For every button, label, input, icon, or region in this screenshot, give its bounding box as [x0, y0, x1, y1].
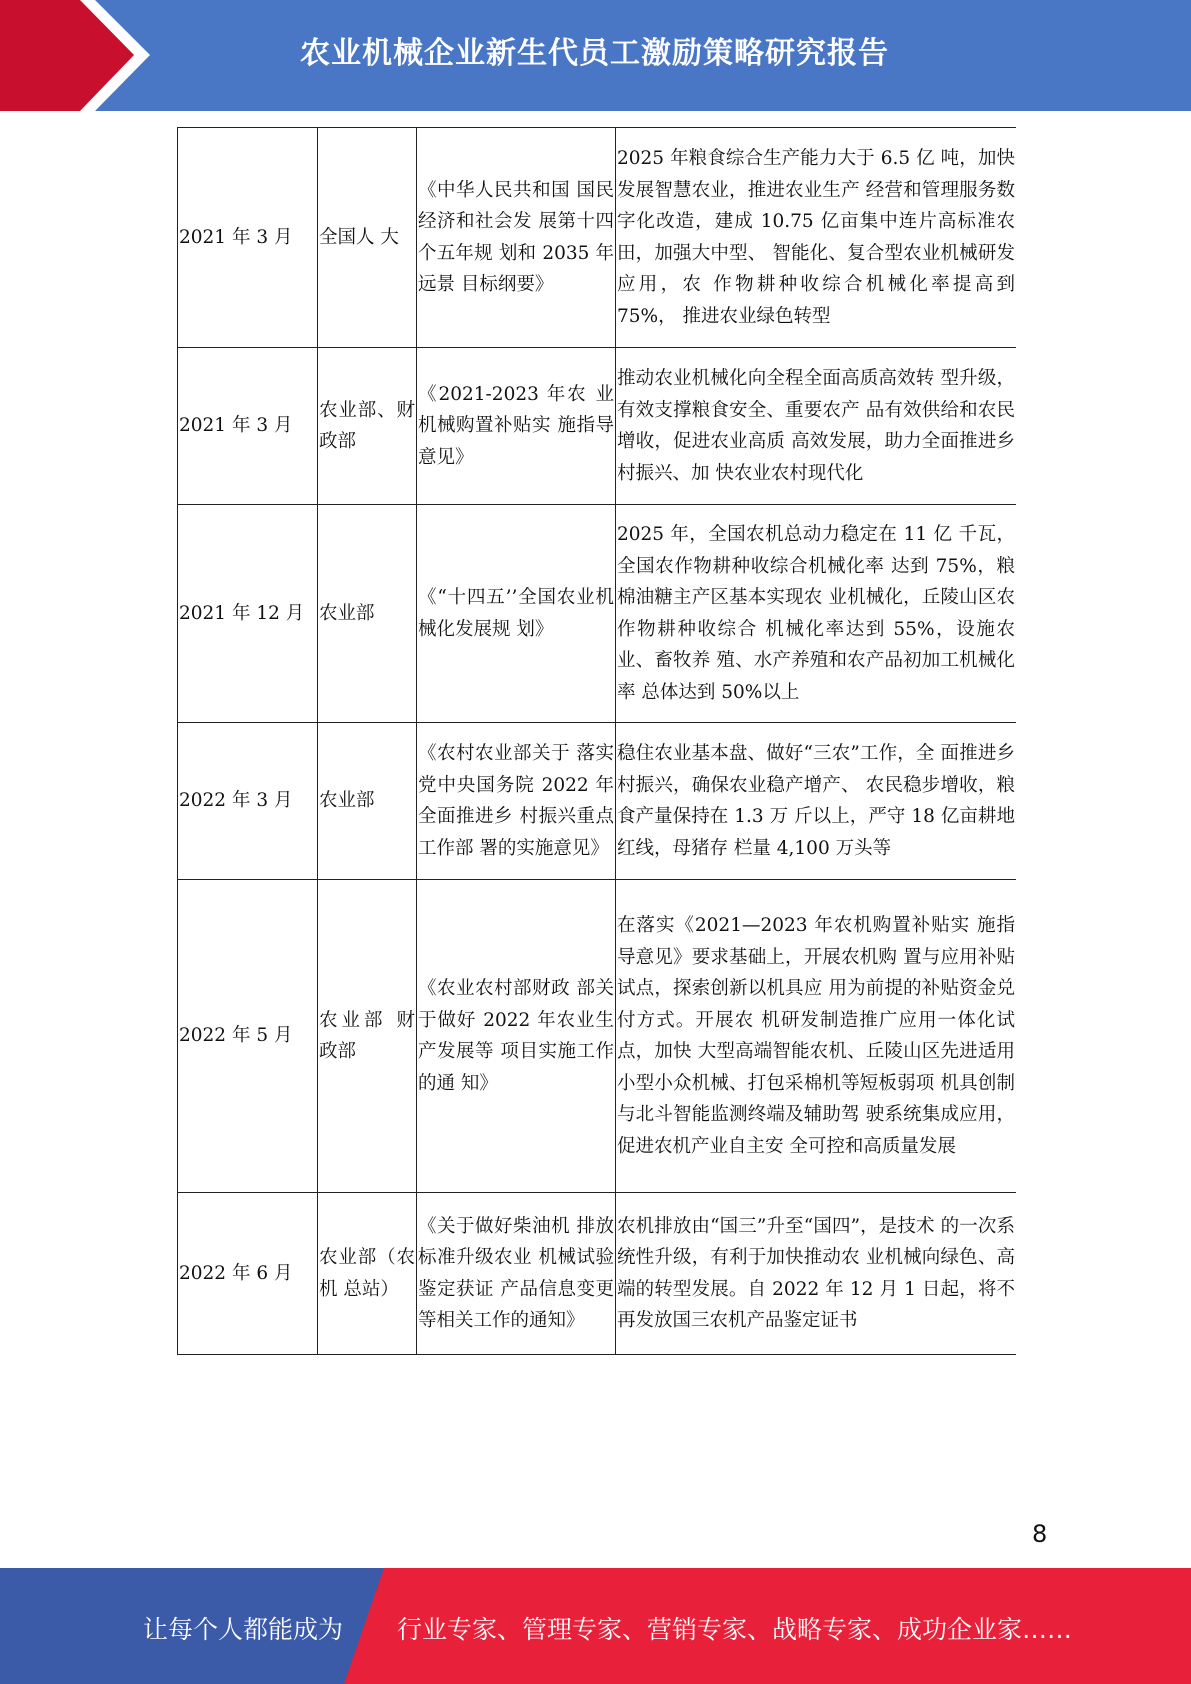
page-number: 8 — [1032, 1520, 1048, 1548]
cell-date: 2021 年 3 月 — [178, 348, 318, 505]
page-header — [0, 0, 1191, 111]
cell-description: 2025 年，全国农机总动力稳定在 11 亿 千瓦，全国农作物耕种收综合机械化率 达到 75%，粮棉油糖主产区基本实现农 业机械化，丘陵山区农作物耕种收综合 机械化率达到 55%，设施农业、畜牧养 殖、水产养殖和农产品初加工机械化率 总体达到 50%以上 — [616, 505, 1017, 723]
cell-description: 稳住农业基本盘、做好“三农”工作，全 面推进乡村振兴，确保农业稳产增产、 农民稳步增收，粮食产量保持在 1.3 万 斤以上，严守 18 亿亩耕地红线，母猪存 栏量 4,100 万头等 — [616, 723, 1017, 880]
cell-department: 农业部 财政部 — [318, 880, 417, 1193]
cell-date: 2022 年 5 月 — [178, 880, 318, 1193]
cell-date: 2021 年 12 月 — [178, 505, 318, 723]
cell-department: 农业部、财政部 — [318, 348, 417, 505]
cell-department: 农业部 — [318, 505, 417, 723]
cell-department: 农业部 — [318, 723, 417, 880]
cell-description: 推动农业机械化向全程全面高质高效转 型升级，有效支撑粮食安全、重要农产 品有效供给和农民增收，促进农业高质 高效发展，助力全面推进乡村振兴、加 快农业农村现代化 — [616, 348, 1017, 505]
policy-table — [177, 127, 1016, 1355]
footer-slogan-right: 行业专家、管理专家、营销专家、战略专家、成功企业家…… — [397, 1615, 1073, 1644]
footer-slogan-left: 让每个人都能成为 — [143, 1615, 344, 1644]
cell-document: 《“十四五’’全国农业机械化发展规 划》 — [417, 505, 616, 723]
cell-description: 在落实《2021—2023 年农机购置补贴实 施指导意见》要求基础上，开展农机购 置与应用补贴试点，探索创新以机具应 用为前提的补贴资金兑付方式。开展农 机研发制造推广应用一体化试点，加快 大型高端智能农机、丘陵山区先进适用 小型小众机械、打包采棉机等短板弱项 机具创制与北斗智能监测终端及辅助驾 驶系统集成应用，促进农机产业自主安 全可控和高质量发展 — [616, 880, 1017, 1193]
cell-document: 《农村农业部关于 落实党中央国务院 2022 年全面推进乡 村振兴重点工作部 署的实施意见》 — [417, 723, 616, 880]
table-row — [178, 348, 1017, 505]
page-footer — [0, 1568, 1191, 1684]
table-row — [178, 505, 1017, 723]
cell-date: 2022 年 3 月 — [178, 723, 318, 880]
cell-department: 农业部（农机 总站） — [318, 1193, 417, 1355]
cell-document: 《2021-2023 年农 业机械购置补贴实 施指导意见》 — [417, 348, 616, 505]
report-title: 农业机械企业新生代员工激励策略研究报告 — [300, 36, 889, 71]
cell-description: 2025 年粮食综合生产能力大于 6.5 亿 吨，加快发展智慧农业，推进农业生产 经营和管理服务数字化改造，建成 10.75 亿亩集中连片高标准农田，加强大中型、 智能化、复合型农业机械研发应用，农 作物耕种收综合机械化率提高到 75%， 推进农业绿色转型 — [616, 128, 1017, 348]
header-arrow-graphic — [0, 0, 150, 111]
cell-date: 2021 年 3 月 — [178, 128, 318, 348]
table-row — [178, 880, 1017, 1193]
table-row — [178, 128, 1017, 348]
cell-department: 全国人 大 — [318, 128, 417, 348]
table-row — [178, 723, 1017, 880]
cell-document: 《中华人民共和国 国民经济和社会发 展第十四个五年规 划和 2035 年远景 目标纲要》 — [417, 128, 616, 348]
cell-document: 《农业农村部财政 部关于做好 2022 年农业生产发展等 项目实施工作的通 知》 — [417, 880, 616, 1193]
cell-description: 农机排放由“国三”升至“国四”，是技术 的一次系统性升级，有利于加快推动农 业机械向绿色、高端的转型发展。自 2022 年 12 月 1 日起，将不再发放国三农机产品鉴定证书 — [616, 1193, 1017, 1355]
cell-document: 《关于做好柴油机 排放标准升级农业 机械试验鉴定获证 产品信息变更等相关工作的通知》 — [417, 1193, 616, 1355]
cell-date: 2022 年 6 月 — [178, 1193, 318, 1355]
policy-table-container — [177, 127, 1014, 1355]
table-row — [178, 1193, 1017, 1355]
